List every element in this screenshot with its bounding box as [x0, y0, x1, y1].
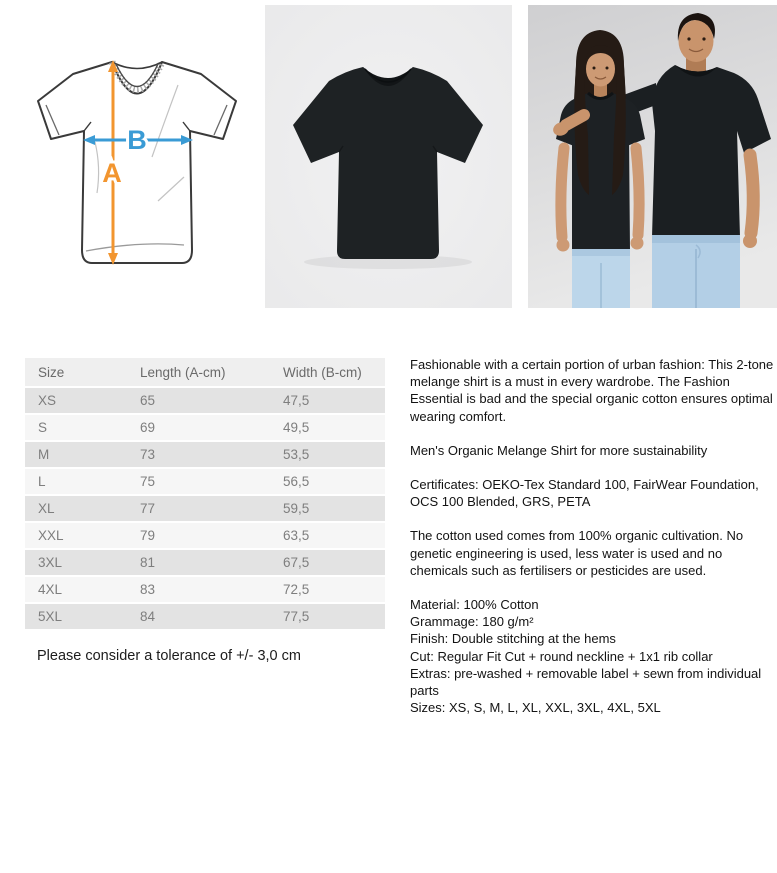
size-table-row [25, 550, 385, 575]
width-cell: 67,5 [283, 555, 310, 570]
size-table-row [25, 469, 385, 494]
width-cell: 72,5 [283, 582, 310, 597]
size-table-header [25, 358, 385, 386]
width-cell: 53,5 [283, 447, 310, 462]
spec-line: Cut: Regular Fit Cut + round neckline + 1x1 rib collar [410, 648, 713, 664]
width-cell: 77,5 [283, 609, 310, 624]
size-cell: S [38, 420, 48, 435]
size-cell: XXL [38, 528, 64, 543]
length-cell: 81 [140, 555, 156, 570]
black-tshirt-flatlay-icon [265, 5, 512, 308]
size-cell: 3XL [38, 555, 63, 570]
size-table-row [25, 496, 385, 521]
length-cell: 83 [140, 582, 156, 597]
models-photo-illustration [528, 5, 777, 308]
length-cell: 75 [140, 474, 156, 489]
tshirt-measure-diagram-icon [0, 5, 260, 308]
description-paragraph: The cotton used comes from 100% organic cultivation. No genetic engineering is used, less water is used and no chemicals such as fertilisers or pesticides are used. [410, 528, 744, 578]
width-cell: 63,5 [283, 528, 310, 543]
size-table-body [25, 388, 385, 629]
description-paragraphs [410, 356, 776, 579]
size-cell: M [38, 447, 50, 462]
size-cell: XL [38, 501, 55, 516]
width-cell: 56,5 [283, 474, 310, 489]
spec-line: Finish: Double stitching at the hems [410, 631, 616, 647]
width-cell: 49,5 [283, 420, 310, 435]
length-cell: 65 [140, 393, 156, 408]
length-cell: 79 [140, 528, 156, 543]
size-cell: XS [38, 393, 57, 408]
description-paragraph: Certificates: OEKO-Tex Standard 100, FairWear Foundation, OCS 100 Blended, GRS, PETA [410, 477, 759, 510]
header-length: Length (A-cm) [140, 364, 226, 380]
size-table-row [25, 415, 385, 440]
length-cell: 84 [140, 609, 156, 624]
length-cell: 73 [140, 447, 156, 462]
spec-list [410, 596, 776, 716]
spec-line: Grammage: 180 g/m² [410, 614, 534, 630]
size-table-row [25, 604, 385, 629]
size-table-row [25, 388, 385, 413]
size-table-row [25, 523, 385, 548]
models-photo [528, 5, 777, 308]
label-a: A [102, 158, 122, 188]
size-table [25, 358, 385, 631]
product-description [410, 356, 776, 716]
description-paragraph: Fashionable with a certain portion of urban fashion: This 2-tone melange shirt is a must in every wardrobe. The Fashion Essential is bad and the special organic cotton ensures optimal wearing comfort. [410, 357, 774, 424]
header-width: Width (B-cm) [283, 364, 362, 380]
measurement-diagram-image [0, 5, 260, 308]
size-cell: 5XL [38, 609, 63, 624]
size-cell: 4XL [38, 582, 63, 597]
label-b: B [127, 125, 147, 155]
spec-line: Material: 100% Cotton [410, 597, 539, 613]
length-cell: 77 [140, 501, 156, 516]
description-paragraph: Men's Organic Melange Shirt for more sustainability [410, 442, 708, 458]
size-table-row [25, 442, 385, 467]
size-table-row [25, 577, 385, 602]
width-cell: 59,5 [283, 501, 310, 516]
header-size: Size [38, 364, 65, 380]
spec-line: Extras: pre-washed + removable label + sewn from individual parts [410, 665, 762, 699]
size-cell: L [38, 474, 46, 489]
length-cell: 69 [140, 420, 156, 435]
tolerance-note: Please consider a tolerance of +/- 3,0 cm [37, 648, 301, 664]
width-cell: 47,5 [283, 393, 310, 408]
spec-line: Sizes: XS, S, M, L, XL, XXL, 3XL, 4XL, 5XL [410, 700, 661, 716]
product-flatlay-image [265, 5, 512, 308]
